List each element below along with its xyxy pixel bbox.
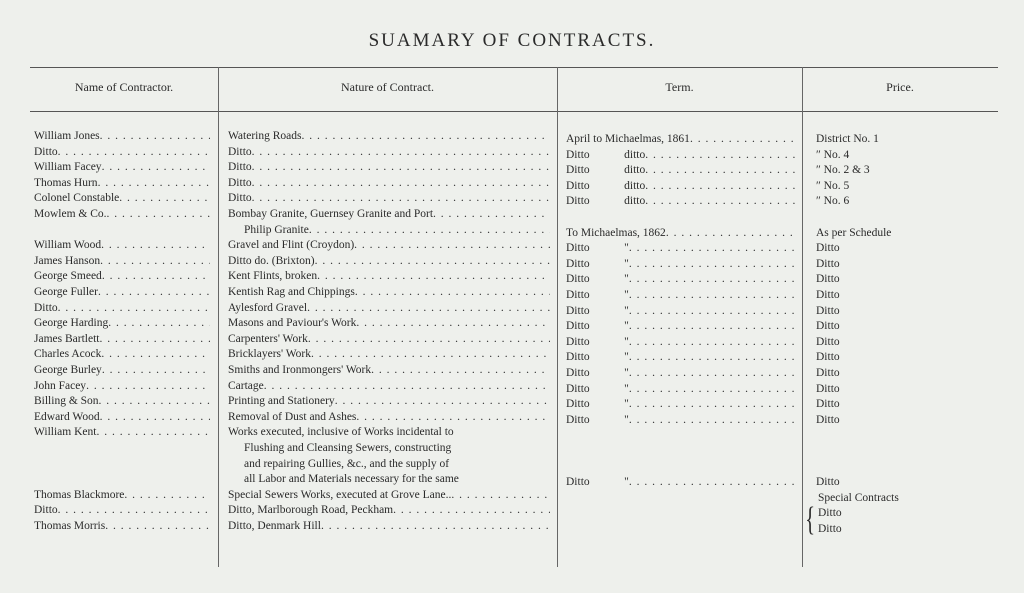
table-top-rule [30, 67, 998, 68]
contract-nature: Ditto, Marlborough Road, Peckham. . . [228, 503, 550, 517]
contractor-name: George Harding. . . [34, 316, 210, 330]
contract-nature: Works executed, inclusive of Works incidental to [228, 426, 454, 439]
contract-nature: Ditto do. (Brixton). . . [228, 254, 550, 268]
contract-price: Ditto [816, 476, 840, 489]
contract-price: District No. 1 [816, 133, 879, 145]
contractor-name: Billing & Son. . . [34, 394, 210, 408]
contractor-name: Ditto. . . [34, 503, 210, 517]
contract-nature: Ditto. . . [228, 160, 550, 174]
contract-term: Ditto ditto. . . [566, 148, 796, 162]
contract-price: Special Contracts [818, 491, 899, 504]
contractor-name: William Jones. . . [34, 129, 210, 143]
contract-price: Ditto [816, 382, 840, 395]
contract-nature: Kentish Rag and Chippings. . . [228, 285, 550, 299]
contract-price: Ditto [816, 413, 840, 426]
contractor-name: George Smeed. . . [34, 269, 210, 283]
contract-nature: Ditto, Denmark Hill. . . [228, 519, 550, 533]
header-bottom-rule [30, 111, 998, 112]
brace-symbol: { [805, 501, 816, 538]
contract-nature: Ditto. . . [228, 145, 550, 159]
contract-price: Ditto [816, 273, 840, 286]
contractor-name: Thomas Morris. . . [34, 519, 210, 533]
contract-nature: Kent Flints, broken. . . [228, 269, 550, 283]
contract-nature: Smiths and Ironmongers' Work. . . [228, 363, 550, 377]
contract-price: Ditto [816, 367, 840, 379]
contract-term: Ditto ". . . [566, 475, 796, 489]
contract-nature: Aylesford Gravel. . . [228, 301, 550, 315]
contract-price: ″ No. 6 [816, 195, 850, 208]
contractor-name: William Facey. . . [34, 160, 210, 174]
column-divider-2 [557, 67, 558, 567]
contract-term: Ditto ". . . [566, 319, 796, 333]
contract-nature: all Labor and Materials necessary for the same [244, 473, 459, 486]
contract-nature: Special Sewers Works, executed at Grove Lane... . . [228, 488, 550, 502]
contract-price: Ditto [816, 320, 840, 333]
contract-price: As per Schedule [816, 226, 892, 239]
contract-term: Ditto ". . . [566, 241, 796, 255]
header-price: Price. [886, 80, 914, 94]
contract-nature: Bombay Granite, Guernsey Granite and Port. . . [228, 207, 550, 221]
contractor-name: John Facey. . . [34, 379, 210, 393]
contract-nature: Masons and Paviour's Work. . . [228, 316, 550, 330]
page-title: SUAMARY OF CONTRACTS. [368, 30, 656, 51]
contract-term: Ditto ditto. . . [566, 194, 796, 208]
contract-nature: Flushing and Cleansing Sewers, constructing [244, 442, 452, 454]
contract-nature: Gravel and Flint (Croydon). . . [228, 238, 550, 252]
contract-term: Ditto ". . . [566, 366, 796, 380]
contract-price: ″ No. 4 [816, 148, 850, 161]
contractor-name: William Wood. . . [34, 238, 210, 252]
contract-nature: Cartage. . . [228, 379, 550, 393]
contractor-name: Ditto. . . [34, 145, 210, 159]
contractor-name: James Hanson. . . [34, 254, 210, 268]
contractor-name: Edward Wood. . . [34, 410, 210, 424]
contract-term: April to Michaelmas, 1861. . . [566, 132, 796, 146]
contractor-name: Ditto. . . [34, 301, 210, 315]
contractor-name: Charles Acock. . . [34, 347, 210, 361]
contract-nature: Bricklayers' Work. . . [228, 347, 550, 361]
contract-price: Ditto [816, 257, 840, 270]
contract-term: Ditto ditto. . . [566, 179, 796, 193]
contract-price: Ditto [816, 289, 840, 301]
column-divider-1 [218, 67, 219, 567]
contract-price: Ditto [816, 351, 840, 364]
contractor-name: Thomas Hurn. . . [34, 176, 210, 190]
contractor-name: George Burley. . . [34, 363, 210, 377]
contract-nature-cont: Philip Granite. . . [244, 223, 550, 237]
contract-nature: Ditto. . . [228, 191, 550, 205]
contractor-name: James Bartlett. . . [34, 332, 210, 346]
header-nature: Nature of Contract. [341, 80, 434, 94]
header-term: Term. [665, 80, 694, 94]
contract-term: Ditto ". . . [566, 413, 796, 427]
header-name: Name of Contractor. [74, 80, 174, 94]
contract-term: Ditto ". . . [566, 382, 796, 396]
contract-nature: Carpenters' Work. . . [228, 332, 550, 346]
contract-price: Ditto [816, 304, 840, 317]
contractor-name: Colonel Constable. . . [34, 191, 210, 205]
contractor-name: William Kent. . . [34, 425, 210, 439]
contract-price: Ditto [816, 398, 840, 411]
contractor-name: George Fuller. . . [34, 285, 210, 299]
contract-nature: Removal of Dust and Ashes. . . [228, 410, 550, 424]
contract-term: Ditto ditto. . . [566, 163, 796, 177]
contract-term: Ditto ". . . [566, 288, 796, 302]
contractor-name: Mowlem & Co.. . . [34, 207, 210, 221]
contract-price: ″ No. 5 [816, 179, 850, 192]
contract-price: Ditto [816, 335, 840, 348]
contract-term: Ditto ". . . [566, 397, 796, 411]
contract-price: Ditto [818, 507, 842, 520]
contract-term: Ditto ". . . [566, 257, 796, 271]
contract-nature: Printing and Stationery. . . [228, 394, 550, 408]
contract-nature: and repairing Gullies, &c., and the supply of [244, 457, 450, 470]
contract-term: To Michaelmas, 1862. . . [566, 226, 796, 240]
contract-price: Ditto [816, 242, 840, 255]
contract-term: Ditto ". . . [566, 335, 796, 349]
contract-term: Ditto ". . . [566, 350, 796, 364]
contract-price: ″ No. 2 & 3 [816, 164, 870, 177]
contractor-name: Thomas Blackmore. . . [34, 488, 210, 502]
contract-price: Ditto [818, 523, 842, 535]
column-divider-3 [802, 67, 803, 567]
contract-term: Ditto ". . . [566, 272, 796, 286]
contract-term: Ditto ". . . [566, 304, 796, 318]
contract-nature: Watering Roads. . . [228, 129, 550, 143]
contract-nature: Ditto. . . [228, 176, 550, 190]
